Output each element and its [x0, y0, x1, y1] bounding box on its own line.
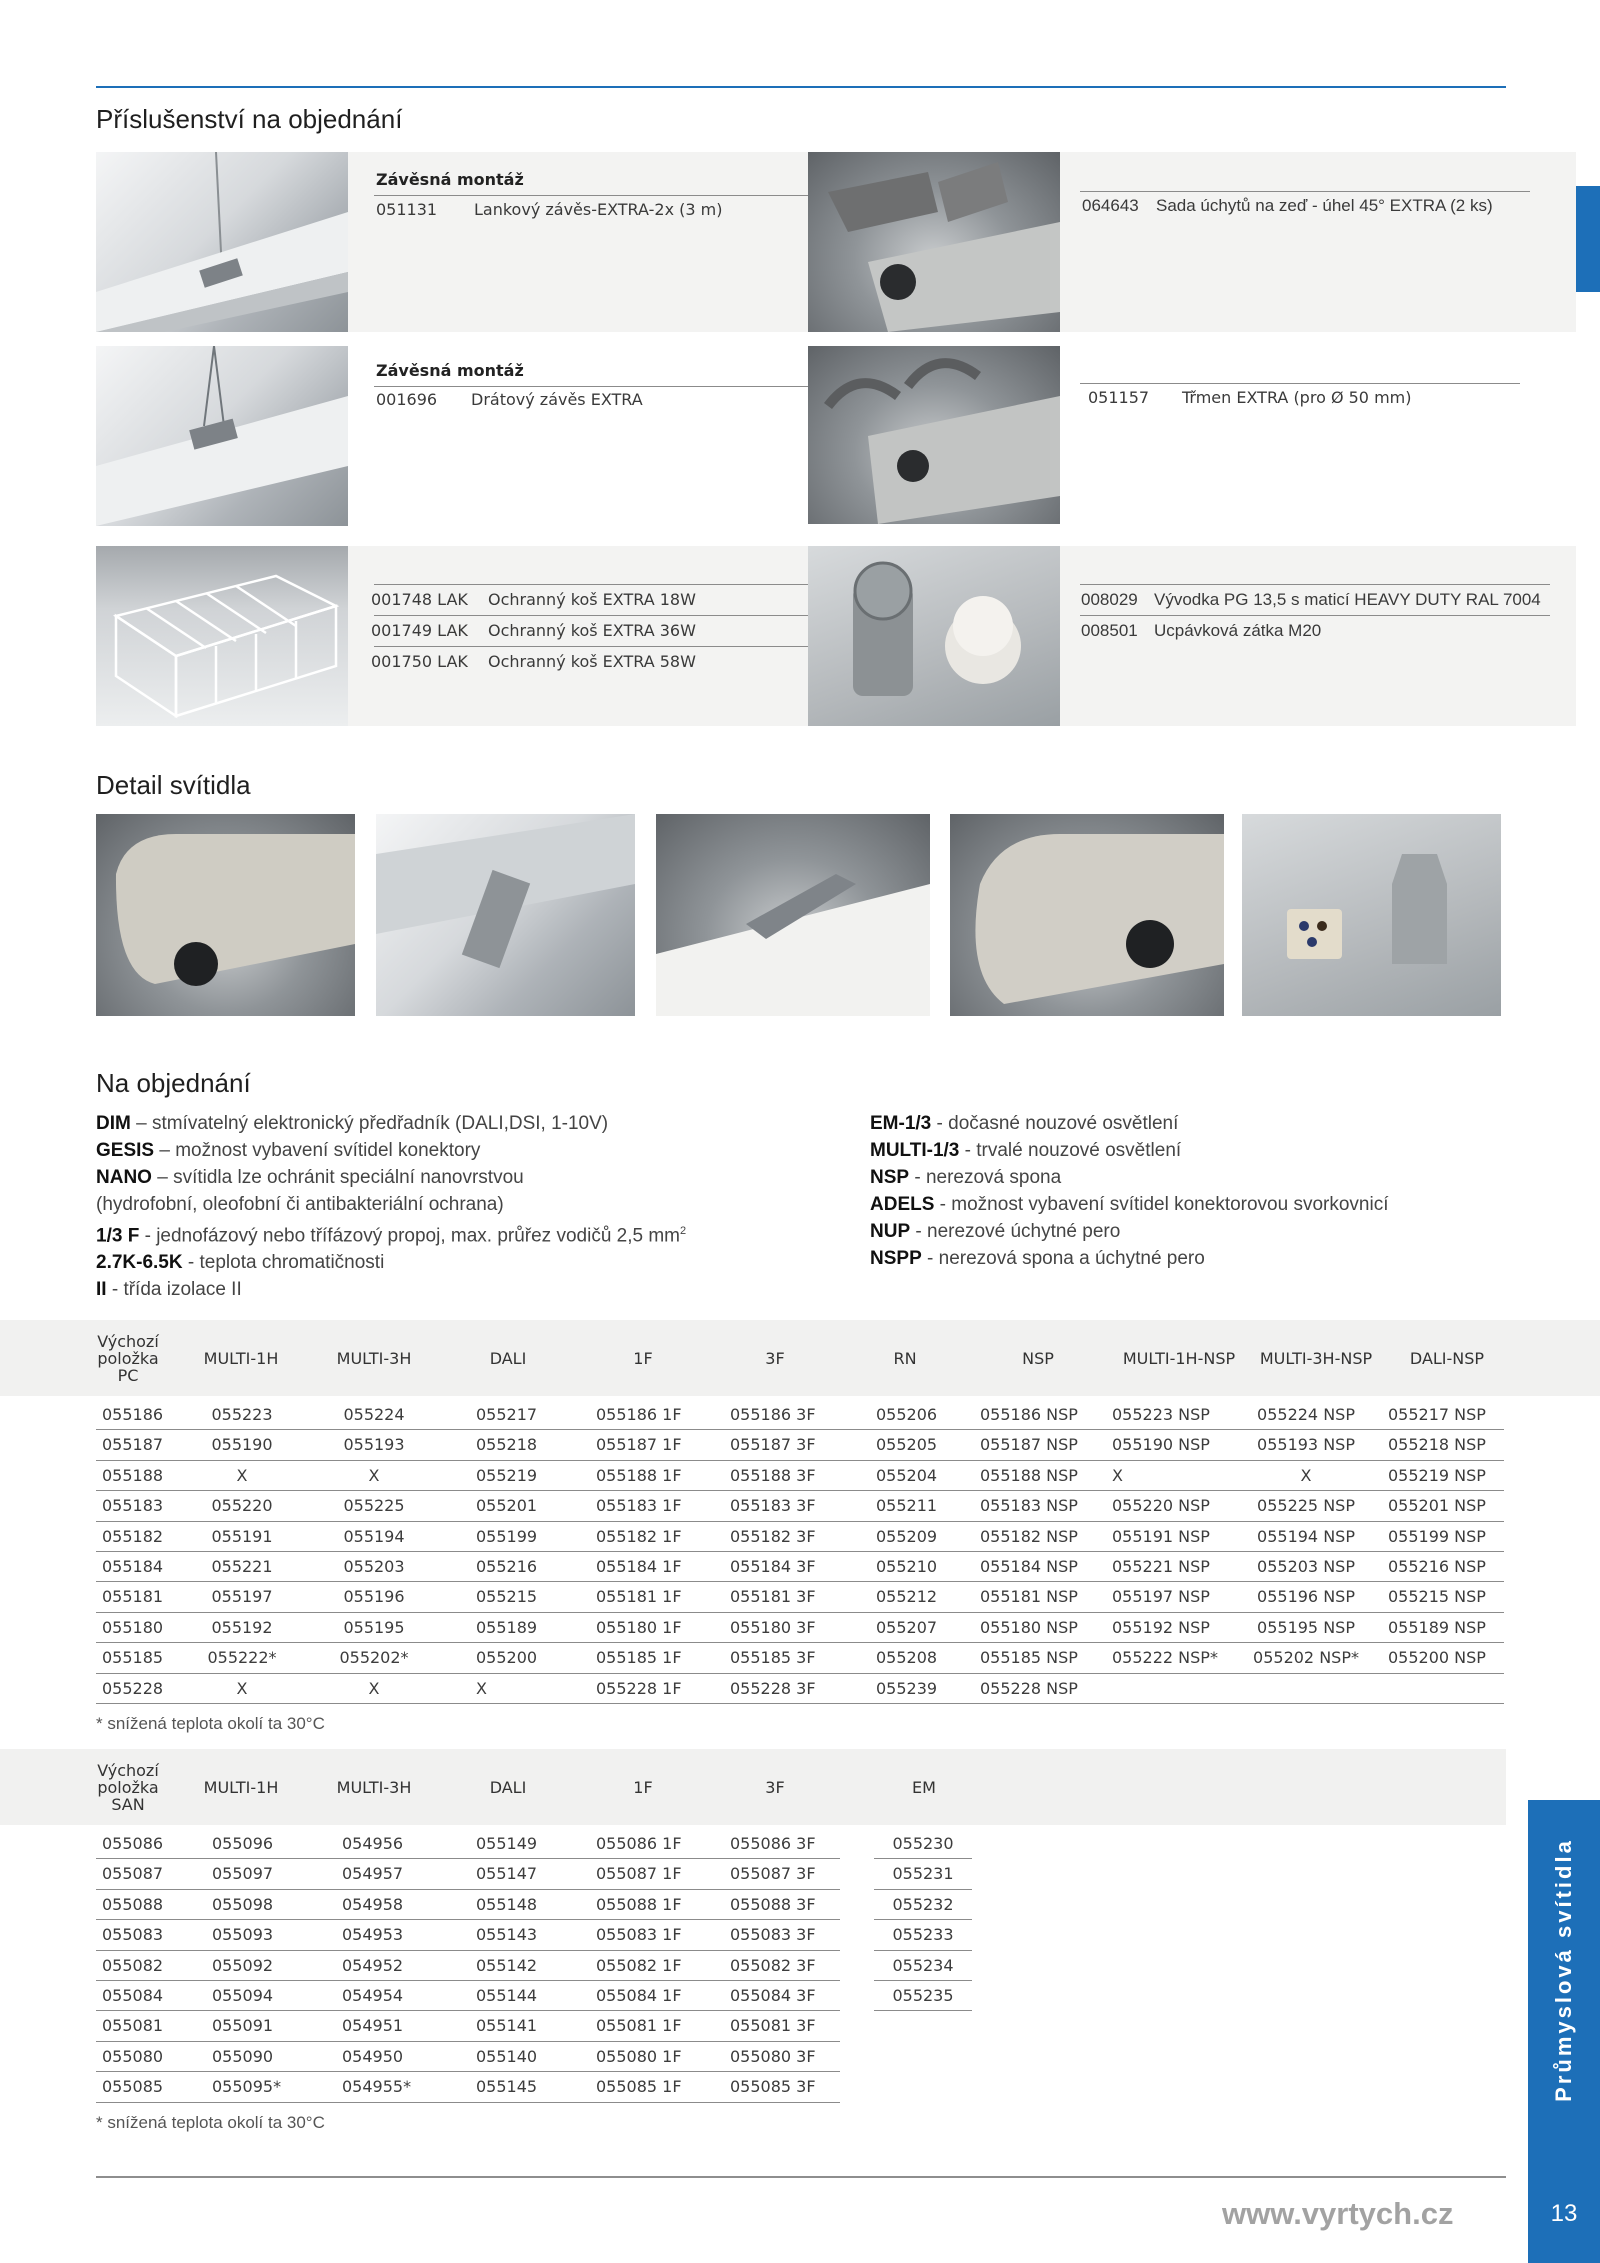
- table-cell: 055188 1F: [596, 1465, 682, 1485]
- table-cell: 055203: [343, 1557, 405, 1576]
- table-cell: 055210: [876, 1557, 938, 1576]
- column-header: MULTI-1H-NSP: [1122, 1348, 1236, 1368]
- top-rule: [96, 86, 1506, 88]
- table-cell: 055084 3F: [730, 1986, 816, 2005]
- table-cell: 055088 3F: [730, 1894, 816, 1914]
- page-number: 13: [1550, 2200, 1578, 2227]
- order-note: 1/3 F - jednofázový nebo třífázový propoj, max. průřez vodičů 2,5 $mm^2$: [96, 1225, 687, 1247]
- wire-suspension-photo: [96, 346, 348, 526]
- table-cell: 055187 NSP: [980, 1435, 1078, 1455]
- protective-cage-photo: [96, 546, 348, 726]
- table-footnote: * snížená teplota okolí ta 30°C: [96, 1714, 325, 1733]
- table-cell: 055080 1F: [596, 2046, 682, 2066]
- detail-end-cap-photo: [96, 814, 355, 1016]
- order-note: NSP - nerezová spona: [870, 1167, 1062, 1188]
- table-cell: 055180: [102, 1617, 164, 1637]
- table-cell: 055185 1F: [596, 1648, 682, 1668]
- table-cell: 055191: [211, 1526, 273, 1546]
- table-header-row: [0, 1320, 1600, 1396]
- table-cell: 055098: [212, 1894, 274, 1914]
- table-cell: 055192: [211, 1617, 273, 1637]
- divider: [374, 615, 882, 616]
- table-cell: 055183 NSP: [980, 1496, 1078, 1516]
- order-note: ADELS - možnost vybavení svítidel konektorovou svorkovnicí: [870, 1194, 1389, 1215]
- table-cell: 055186 1F: [596, 1405, 682, 1424]
- table-cell: 055184 NSP: [980, 1557, 1078, 1576]
- accessory-row-1: [96, 152, 1576, 332]
- table-cell: 055201 NSP: [1388, 1496, 1486, 1516]
- order-note: MULTI-1/3 - trvalé nouzové osvětlení: [870, 1140, 1182, 1161]
- table-cell: 055225 NSP: [1257, 1496, 1355, 1516]
- table-cell: 055230: [892, 1834, 954, 1853]
- table-row: [96, 2042, 840, 2072]
- accessories-heading: Příslušenství na objednání: [96, 104, 403, 134]
- divider: [1080, 383, 1520, 384]
- table-cell: 055084 1F: [596, 1986, 682, 2005]
- table-cell: 055189 NSP: [1388, 1617, 1486, 1637]
- table-cell: 055217: [476, 1405, 538, 1424]
- table-cell: 055083 3F: [730, 1925, 816, 1945]
- order-note: 2.7K-6.5K - teplota chromatičnosti: [96, 1252, 385, 1274]
- table-cell: 055208: [876, 1648, 938, 1668]
- table-cell: 055144: [476, 1986, 538, 2005]
- column-header: 3F: [765, 1777, 785, 1797]
- table-cell: 055083 1F: [596, 1925, 682, 1945]
- table-cell: 055148: [476, 1894, 538, 1914]
- table-cell: 055219 NSP: [1388, 1465, 1486, 1485]
- table-cell: 055217 NSP: [1388, 1405, 1486, 1424]
- divider: [1080, 615, 1550, 616]
- table-cell: 055221: [211, 1557, 273, 1576]
- table-cell: 054953: [342, 1925, 404, 1945]
- table-footnote: * snížená teplota okolí ta 30°C: [96, 2113, 325, 2132]
- wall-bracket-45-photo: [808, 152, 1060, 332]
- table-cell: 055082 1F: [596, 1955, 682, 1975]
- divider: [1080, 584, 1550, 585]
- table-cell: 055202 NSP*: [1253, 1648, 1359, 1668]
- column-header: MULTI-3H-NSP: [1259, 1348, 1373, 1368]
- table-row: [96, 1859, 840, 1889]
- table-cell: 054954: [342, 1986, 404, 2005]
- table-cell: 055180 1F: [596, 1617, 682, 1637]
- table-cell: 055191 NSP: [1112, 1526, 1210, 1546]
- table-cell: 055081: [102, 2016, 164, 2036]
- table-cell: 055231: [892, 1864, 954, 1884]
- table-cell: 055184 1F: [596, 1557, 682, 1576]
- table-cell: 055084: [102, 1986, 164, 2005]
- table-cell: 055197: [211, 1587, 273, 1607]
- table-cell: 055218 NSP: [1388, 1435, 1486, 1455]
- table-cell: 055219: [476, 1465, 538, 1485]
- table-cell: 055194 NSP: [1257, 1526, 1355, 1546]
- table-cell: 054957: [342, 1864, 404, 1884]
- table-cell: 055182: [102, 1526, 164, 1546]
- table-cell: X: [368, 1465, 380, 1485]
- table-cell: 055202*: [339, 1648, 409, 1668]
- order-note: EM-1/3 - dočasné nouzové osvětlení: [870, 1113, 1179, 1134]
- column-header: NSP: [1022, 1348, 1054, 1368]
- column-header: 1F: [633, 1348, 653, 1368]
- table-cell: 055080 3F: [730, 2046, 816, 2066]
- table-cell: 055221 NSP: [1112, 1557, 1210, 1576]
- accessory-item: 051131 Lankový závěs-EXTRA-2x (3 m): [376, 200, 723, 219]
- accessory-group-title: Závěsná montáž: [376, 361, 524, 380]
- table-cell: 055224: [343, 1405, 405, 1424]
- column-header: DALI: [489, 1348, 527, 1368]
- table-cell: 055205: [876, 1435, 938, 1455]
- accessory-row-2: [96, 346, 1576, 526]
- table-cell: 055183 3F: [730, 1496, 816, 1516]
- table-cell: 055195: [343, 1617, 405, 1637]
- table-cell: 055222 NSP*: [1112, 1648, 1218, 1668]
- table-cell: 055223 NSP: [1112, 1405, 1210, 1424]
- order-heading: Na objednání: [96, 1068, 251, 1098]
- table-cell: 055207: [876, 1617, 938, 1637]
- table-row: [96, 1981, 840, 2011]
- table-cell: 055220 NSP: [1112, 1496, 1210, 1516]
- table-cell: 055192 NSP: [1112, 1617, 1210, 1637]
- detail-gland-photo: [950, 814, 1224, 1016]
- order-note: (hydrofobní, oleofobní či antibakteriální ochrana): [96, 1194, 504, 1215]
- table-row: [96, 1829, 840, 1859]
- order-note: II - třída izolace II: [96, 1279, 242, 1301]
- table-cell: 055233: [892, 1925, 954, 1945]
- table-cell: 055085: [102, 2077, 164, 2097]
- table-cell: 055181: [102, 1587, 164, 1607]
- accessory-item: 064643 Sada úchytů na zeď - úhel 45° EXTRA (2 ks): [1082, 196, 1493, 215]
- table-cell: 055185 3F: [730, 1648, 816, 1668]
- table-cell: 055203 NSP: [1257, 1557, 1355, 1576]
- table-cell: 054951: [342, 2016, 404, 2036]
- table-cell: 055216 NSP: [1388, 1557, 1486, 1576]
- table-cell: 055200 NSP: [1388, 1648, 1486, 1668]
- table-cell: 055143: [476, 1925, 538, 1945]
- table-cell: 055092: [212, 1955, 274, 1975]
- table-cell: 055081 3F: [730, 2016, 816, 2036]
- lamp-cable-suspension-photo: [96, 152, 348, 332]
- table-cell: 055228: [102, 1678, 164, 1698]
- table-cell: 055201: [476, 1496, 538, 1516]
- table-cell: 055194: [343, 1526, 405, 1546]
- table-cell: 055093: [212, 1925, 274, 1945]
- order-notes-left: [96, 1110, 686, 1303]
- table-cell: 055145: [476, 2077, 538, 2097]
- column-header: Výchozí položka PC: [97, 1331, 159, 1385]
- table-cell: 055193 NSP: [1257, 1435, 1355, 1455]
- table-cell: X: [476, 1678, 487, 1698]
- column-header: 3F: [765, 1348, 785, 1368]
- table-cell: 055088 1F: [596, 1894, 682, 1914]
- table-cell: 055206: [876, 1405, 938, 1424]
- table-cell: 055228 1F: [596, 1678, 682, 1698]
- table-cell: 055081 1F: [596, 2016, 682, 2036]
- table-cell: 055228 NSP: [980, 1678, 1078, 1698]
- table-cell: 055141: [476, 2016, 538, 2036]
- table-cell: 055095*: [212, 2077, 282, 2097]
- table-cell: 055180 3F: [730, 1617, 816, 1637]
- table-cell: 055087 3F: [730, 1864, 816, 1884]
- table-cell: 055188 3F: [730, 1465, 816, 1485]
- table-cell: 055086 1F: [596, 1834, 682, 1853]
- table-cell: 054952: [342, 1955, 404, 1975]
- column-header: EM: [912, 1777, 936, 1797]
- divider: [374, 386, 882, 387]
- divider: [374, 195, 880, 196]
- table-cell: 055142: [476, 1955, 538, 1975]
- table-cell: 055147: [476, 1864, 538, 1884]
- table-cell: 055087 1F: [596, 1864, 682, 1884]
- accessory-item: 051157 Třmen EXTRA (pro Ø 50 mm): [1088, 388, 1412, 407]
- table-cell: 055199 NSP: [1388, 1526, 1486, 1546]
- table-cell: 055215: [476, 1587, 538, 1607]
- order-note: GESIS – možnost vybavení svítidel konektory: [96, 1140, 481, 1161]
- table-cell: 055094: [212, 1986, 274, 2005]
- table-cell: 055195 NSP: [1257, 1617, 1355, 1637]
- table-cell: 055085 1F: [596, 2077, 682, 2097]
- table-cell: 055216: [476, 1557, 538, 1576]
- accessory-item: 001696 Drátový závěs EXTRA: [376, 390, 643, 409]
- table-cell: 055197 NSP: [1112, 1587, 1210, 1607]
- table-cell: 055188 NSP: [980, 1465, 1078, 1485]
- table-cell: 055085 3F: [730, 2077, 816, 2097]
- order-note: NANO – svítidla lze ochránit speciální nanovrstvou: [96, 1167, 524, 1188]
- table-cell: 055222*: [207, 1648, 277, 1668]
- table-cell: 055181 3F: [730, 1587, 816, 1607]
- table-cell: 055184: [102, 1557, 164, 1576]
- divider: [374, 584, 882, 585]
- table-row: [96, 1951, 840, 1981]
- table-cell: 055199: [476, 1526, 538, 1546]
- table-cell: 055182 1F: [596, 1526, 682, 1546]
- table-cell: 055190: [211, 1435, 273, 1455]
- table-cell: 055091: [212, 2016, 274, 2036]
- table-cell: 055186 NSP: [980, 1405, 1078, 1424]
- table-cell: X: [1112, 1465, 1123, 1485]
- product-table-pc: [0, 1320, 1600, 1720]
- table-cell: 055088: [102, 1894, 164, 1914]
- accessory-item: 008029 Vývodka PG 13,5 s maticí HEAVY DUTY RAL 7004: [1081, 590, 1541, 609]
- table-row: [96, 2072, 840, 2102]
- detail-clip-photo: [376, 814, 635, 1016]
- column-header: RN: [893, 1348, 917, 1368]
- table-cell: X: [236, 1678, 248, 1698]
- table-cell: 055181 NSP: [980, 1587, 1078, 1607]
- order-note: DIM – stmívatelný elektronický předřadník (DALI,DSI, 1-10V): [96, 1113, 609, 1134]
- table-cell: 055183 1F: [596, 1496, 682, 1516]
- table-cell: 055188: [102, 1465, 164, 1485]
- table-cell: 055234: [892, 1955, 954, 1975]
- table-cell: 055181 1F: [596, 1587, 682, 1607]
- accessory-group-title: Závěsná montáž: [376, 170, 524, 189]
- column-header: DALI-NSP: [1409, 1348, 1485, 1368]
- table-cell: 055225: [343, 1496, 405, 1516]
- table-cell: 054955*: [342, 2077, 412, 2097]
- detail-spring-clip-photo: [656, 814, 930, 1016]
- side-tab-label: Průmyslová svítidla: [1551, 1838, 1576, 2102]
- order-note: NUP - nerezové úchytné pero: [870, 1221, 1121, 1242]
- website-link[interactable]: www.vyrtych.cz: [1222, 2196, 1454, 2231]
- pipe-clamp-photo: [808, 346, 1060, 524]
- table-cell: 055140: [476, 2046, 538, 2066]
- table-cell: 055224 NSP: [1257, 1405, 1355, 1424]
- table-cell: 054958: [342, 1894, 404, 1914]
- table-cell: 055220: [211, 1496, 273, 1516]
- table-cell: 055200: [476, 1648, 538, 1668]
- table-cell: 055190 NSP: [1112, 1435, 1210, 1455]
- table-cell: 055232: [892, 1894, 954, 1914]
- table-cell: X: [1300, 1465, 1312, 1485]
- table-cell: 055211: [876, 1496, 938, 1516]
- table-row: [96, 1890, 840, 1920]
- column-header: MULTI-3H: [336, 1777, 412, 1797]
- table-cell: 055082: [102, 1955, 164, 1975]
- table-cell: 054950: [342, 2046, 404, 2066]
- accessory-item: 001750 LAK Ochranný koš EXTRA 58W: [371, 652, 696, 671]
- table-cell: 055186: [102, 1405, 164, 1424]
- divider: [374, 646, 882, 647]
- table-cell: 055090: [212, 2046, 274, 2066]
- table-cell: 055204: [876, 1465, 938, 1485]
- table-cell: 054956: [342, 1834, 404, 1853]
- table-cell: 055180 NSP: [980, 1617, 1078, 1637]
- table-cell: 055235: [892, 1986, 954, 2005]
- table-cell: 055083: [102, 1925, 164, 1945]
- accessory-item: 008501 Ucpávková zátka M20: [1081, 621, 1322, 640]
- table-cell: X: [236, 1465, 248, 1485]
- table-cell: 055080: [102, 2046, 164, 2066]
- table-cell: 055149: [476, 1834, 538, 1853]
- table-cell: 055182 3F: [730, 1526, 816, 1546]
- table-cell: 055183: [102, 1496, 164, 1516]
- table-cell: 055218: [476, 1435, 538, 1455]
- table-cell: 055185: [102, 1648, 164, 1668]
- table-cell: 055196: [343, 1587, 405, 1607]
- table-row: [96, 2011, 840, 2041]
- column-header: Výchozí položka SAN: [97, 1760, 159, 1814]
- table-cell: 055228 3F: [730, 1678, 816, 1698]
- table-header-row: [0, 1749, 1506, 1825]
- table-cell: 055212: [876, 1587, 938, 1607]
- accessory-item: 001748 LAK Ochranný koš EXTRA 18W: [371, 590, 696, 609]
- table-cell: 055186 3F: [730, 1405, 816, 1424]
- table-cell: 055193: [343, 1435, 405, 1455]
- column-header: MULTI-1H: [203, 1348, 279, 1368]
- table-cell: 055184 3F: [730, 1557, 816, 1576]
- table-cell: 055196 NSP: [1257, 1587, 1355, 1607]
- table-cell: 055189: [476, 1617, 538, 1637]
- table-cell: 055086 3F: [730, 1834, 816, 1853]
- table-cell: 055239: [876, 1678, 938, 1698]
- table-cell: 055187: [102, 1435, 164, 1455]
- order-notes-right: [870, 1110, 1389, 1272]
- product-table-san: [0, 1749, 1600, 2109]
- table-cell: 055086: [102, 1834, 164, 1853]
- order-note: NSPP - nerezová spona a úchytné pero: [870, 1248, 1205, 1269]
- column-header: DALI: [489, 1777, 527, 1797]
- table-cell: X: [368, 1678, 380, 1698]
- detail-heading: Detail svítidla: [96, 770, 251, 800]
- table-cell: 055082 3F: [730, 1955, 816, 1975]
- accessory-item: 001749 LAK Ochranný koš EXTRA 36W: [371, 621, 696, 640]
- column-header: 1F: [633, 1777, 653, 1797]
- table-cell: 055187 3F: [730, 1435, 816, 1455]
- table-cell: 055215 NSP: [1388, 1587, 1486, 1607]
- table-cell: 055087: [102, 1864, 164, 1884]
- table-cell: 055187 1F: [596, 1435, 682, 1455]
- table-cell: 055223: [211, 1405, 273, 1424]
- table-row: [96, 1920, 840, 1950]
- divider: [1080, 191, 1530, 192]
- table-cell: 055096: [212, 1834, 274, 1853]
- accessory-row-3: [96, 546, 1576, 726]
- table-cell: 055209: [876, 1526, 938, 1546]
- column-header: MULTI-1H: [203, 1777, 279, 1797]
- table-cell: 055185 NSP: [980, 1648, 1078, 1668]
- table-cell: 055182 NSP: [980, 1526, 1078, 1546]
- cable-gland-photo: [808, 546, 1060, 726]
- detail-connector-photo: [1242, 814, 1501, 1016]
- table-cell: 055097: [212, 1864, 274, 1884]
- column-header: MULTI-3H: [336, 1348, 412, 1368]
- bottom-rule: [96, 2176, 1506, 2178]
